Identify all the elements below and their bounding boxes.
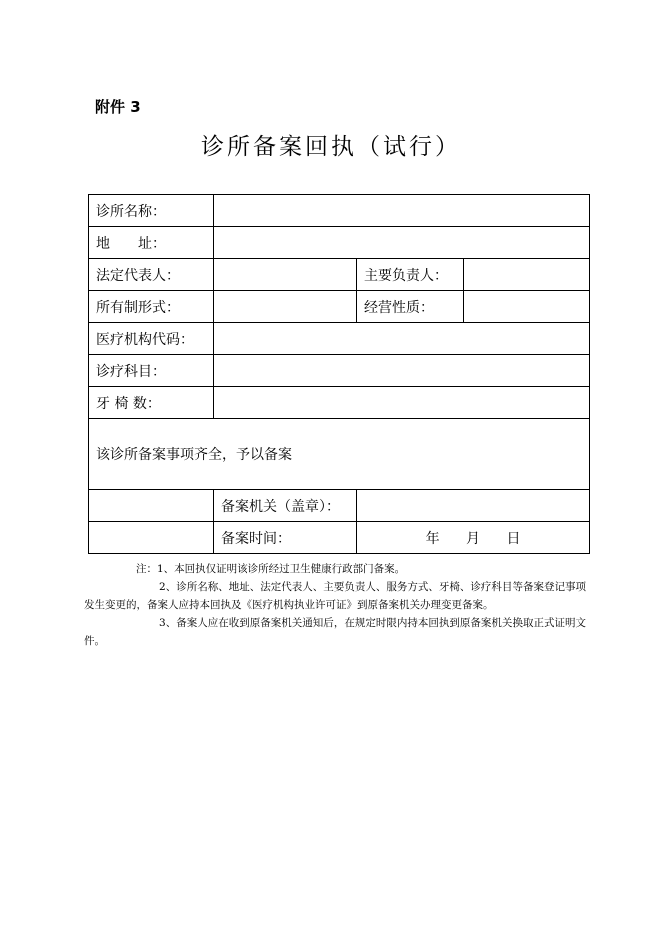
principal-field[interactable] bbox=[464, 259, 590, 291]
dental-chairs-label: 牙 椅 数： bbox=[89, 387, 214, 419]
departments-field[interactable] bbox=[214, 355, 590, 387]
form-row-clinic-name bbox=[89, 195, 590, 227]
note-item-2: 2、诊所名称、地址、法定代表人、主要负责人、服务方式、牙椅、诊疗科目等备案登记事项发生变更的，备案人应持本回执及《医疗机构执业许可证》到原备案机关办理变更备案。 bbox=[84, 581, 586, 611]
filing-receipt-form bbox=[88, 194, 590, 554]
authority-blank-cell bbox=[89, 490, 214, 522]
business-nature-label: 经营性质： bbox=[357, 291, 464, 323]
time-blank-cell bbox=[89, 522, 214, 554]
clinic-name-label: 诊所名称： bbox=[89, 195, 214, 227]
ownership-field[interactable] bbox=[214, 291, 357, 323]
legal-rep-label: 法定代表人： bbox=[89, 259, 214, 291]
address-label: 地 址： bbox=[89, 227, 214, 259]
form-row-authority bbox=[89, 490, 590, 522]
note-item-3: 3、备案人应在收到原备案机关通知后，在规定时限内持本回执到原备案机关换取正式证明文件。 bbox=[84, 617, 586, 647]
institution-code-field[interactable] bbox=[214, 323, 590, 355]
ownership-label: 所有制形式： bbox=[89, 291, 214, 323]
filing-date-field[interactable]: 年 月 日 bbox=[357, 522, 590, 554]
attachment-label: 附件 3 bbox=[95, 98, 141, 116]
document-title: 诊所备案回执（试行） bbox=[201, 134, 461, 160]
form-row-ownership bbox=[89, 291, 590, 323]
form-row-filing-time bbox=[89, 522, 590, 554]
form-row-dental-chairs bbox=[89, 387, 590, 419]
authority-seal-field[interactable] bbox=[357, 490, 590, 522]
form-row-representatives bbox=[89, 259, 590, 291]
filing-time-label: 备案时间： bbox=[214, 522, 357, 554]
dental-chairs-field[interactable] bbox=[214, 387, 590, 419]
institution-code-label: 医疗机构代码： bbox=[89, 323, 214, 355]
principal-label: 主要负责人： bbox=[357, 259, 464, 291]
notes-section bbox=[84, 560, 586, 650]
form-row-statement bbox=[89, 419, 590, 490]
business-nature-field[interactable] bbox=[464, 291, 590, 323]
form-row-address bbox=[89, 227, 590, 259]
form-row-institution-code bbox=[89, 323, 590, 355]
legal-rep-field[interactable] bbox=[214, 259, 357, 291]
authority-label: 备案机关（盖章）： bbox=[214, 490, 357, 522]
address-field[interactable] bbox=[214, 227, 590, 259]
filing-statement: 该诊所备案事项齐全，予以备案 bbox=[89, 419, 590, 490]
note-item-1: 注：1、本回执仅证明该诊所经过卫生健康行政部门备案。 bbox=[136, 563, 406, 575]
clinic-name-field[interactable] bbox=[214, 195, 590, 227]
departments-label: 诊疗科目： bbox=[89, 355, 214, 387]
form-row-departments bbox=[89, 355, 590, 387]
